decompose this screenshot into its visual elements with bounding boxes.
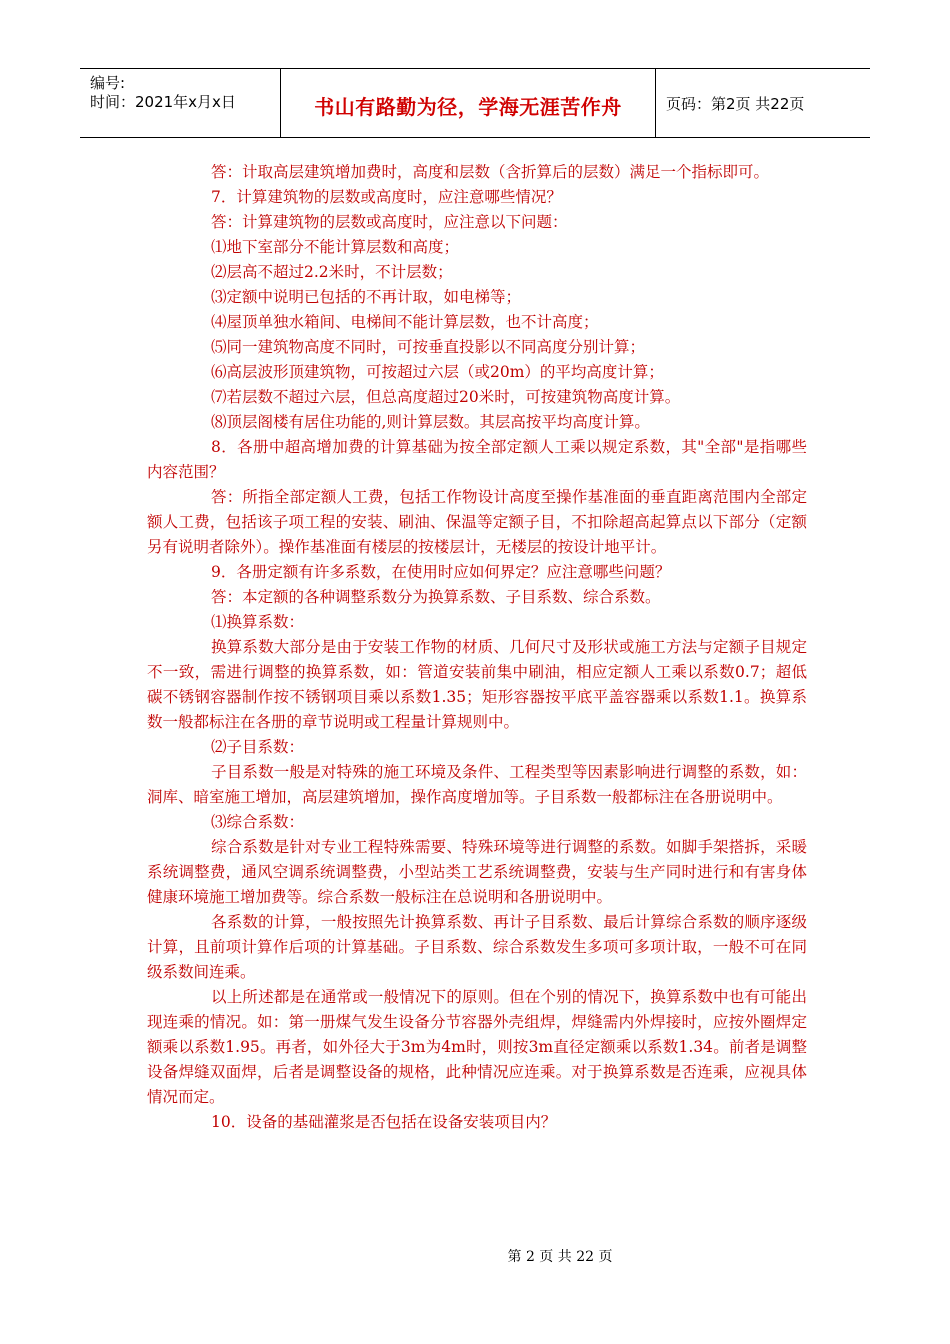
page-code: 页码：第2页 共22页 (666, 95, 805, 113)
subsection-heading: ⑴换算系数： (211, 613, 305, 631)
question-7: 7．计算建筑物的层数或高度时，应注意哪些情况？ (211, 188, 562, 206)
subsection-heading: ⑶综合系数： (211, 813, 305, 831)
subsection-text: 子目系数一般是对特殊的施工环境及条件、工程类型等因素影响进行调整的系数，如：洞库、暗室施工增加，高层建筑增加，操作高度增加等。子目系数一般都标注在各册说明中。 (147, 763, 807, 806)
question-9: 9．各册定额有许多系数，在使用时应如何界定？应注意哪些问题？ (211, 563, 671, 581)
calculation-paragraph: 各系数的计算，一般按照先计换算系数、再计子目系数、最后计算综合系数的顺序逐级计算，且前项计算作后项的计算基础。子目系数、综合系数发生多项可多项计取，一般不可在同级系数间连乘。 (147, 913, 807, 981)
list-item: ⑺若层数不超过六层，但总高度超过20米时，可按建筑物高度计算。 (211, 388, 681, 406)
header-page-cell (656, 69, 870, 137)
date-line: 时间：2021年x月x日 (90, 93, 236, 111)
subsection-text: 换算系数大部分是由于安装工作物的材质、几何尺寸及形状或施工方法与定额子目规定不一致，需进行调整的换算系数，如：管道安装前集中刷油，相应定额人工乘以系数0.7；超低碳不锈钢容器制作按不锈钢项目乘以系数1.35；矩形容器按平底平盖容器乘以系数1.1。换算系数一般都标注在各册的章节说明或工程量计算规则中。 (147, 638, 807, 731)
list-item: ⑷屋顶单独水箱间、电梯间不能计算层数，也不计高度； (211, 313, 599, 331)
page-header (80, 68, 870, 138)
header-motto-cell (281, 69, 656, 137)
list-item: ⑹高层波形顶建筑物，可按超过六层（或20m）的平均高度计算； (211, 363, 664, 381)
page-footer: 第 2 页 共 22 页 (507, 1249, 613, 1265)
list-item: ⑶定额中说明已包括的不再计取，如电梯等； (211, 288, 522, 306)
answer-8: 答：所指全部定额人工费，包括工作物设计高度至操作基准面的垂直距离范围内全部定额人工费，包括该子项工程的安装、刷油、保温等定额子目，不扣除超高起算点以下部分（定额另有说明者除外）。操作基准面有楼层的按楼层计，无楼层的按设计地平计。 (147, 488, 807, 556)
motto: 书山有路勤为径，学海无涯苦作舟 (314, 95, 622, 119)
answer-paragraph: 答：计取高层建筑增加费时，高度和层数（含折算后的层数）满足一个指标即可。 (211, 163, 770, 181)
serial-number-label: 编号: (90, 74, 126, 92)
question-10: 10．设备的基础灌浆是否包括在设备安装项目内？ (211, 1113, 557, 1131)
subsection-text: 综合系数是针对专业工程特殊需要、特殊环境等进行调整的系数。如脚手架搭拆，采暖系统调整费，通风空调系统调整费，小型站类工艺系统调整费，安装与生产同时进行和有害身体健康环境施工增加费等。综合系数一般标注在总说明和各册说明中。 (147, 838, 807, 906)
answer-9: 答：本定额的各种调整系数分为换算系数、子目系数、综合系数。 (211, 588, 661, 606)
list-item: ⑵层高不超过2.2米时，不计层数； (211, 263, 453, 281)
list-item: ⑻顶层阁楼有居住功能的,则计算层数。其层高按平均高度计算。 (211, 413, 650, 431)
list-item: ⑸同一建筑物高度不同时，可按垂直投影以不同高度分别计算； (211, 338, 646, 356)
question-8: 8．各册中超高增加费的计算基础为按全部定额人工乘以规定系数，其"全部"是指哪些内容范围？ (147, 438, 807, 481)
document-body (147, 160, 807, 1135)
exception-paragraph: 以上所述都是在通常或一般情况下的原则。但在个别的情况下，换算系数中也有可能出现连乘的情况。如：第一册煤气发生设备分节容器外壳组焊，焊缝需内外焊接时，应按外圈焊定额乘以系数1.95。再者，如外径大于3m为4m时，则按3m直径定额乘以系数1.34。前者是调整设备焊缝双面焊，后者是调整设备的规格，此种情况应连乘。对于换算系数是否连乘，应视具体情况而定。 (147, 988, 807, 1106)
list-item: ⑴地下室部分不能计算层数和高度； (211, 238, 460, 256)
subsection-heading: ⑵子目系数： (211, 738, 305, 756)
answer-7: 答：计算建筑物的层数或高度时，应注意以下问题： (211, 213, 568, 231)
header-meta-cell (80, 69, 281, 137)
